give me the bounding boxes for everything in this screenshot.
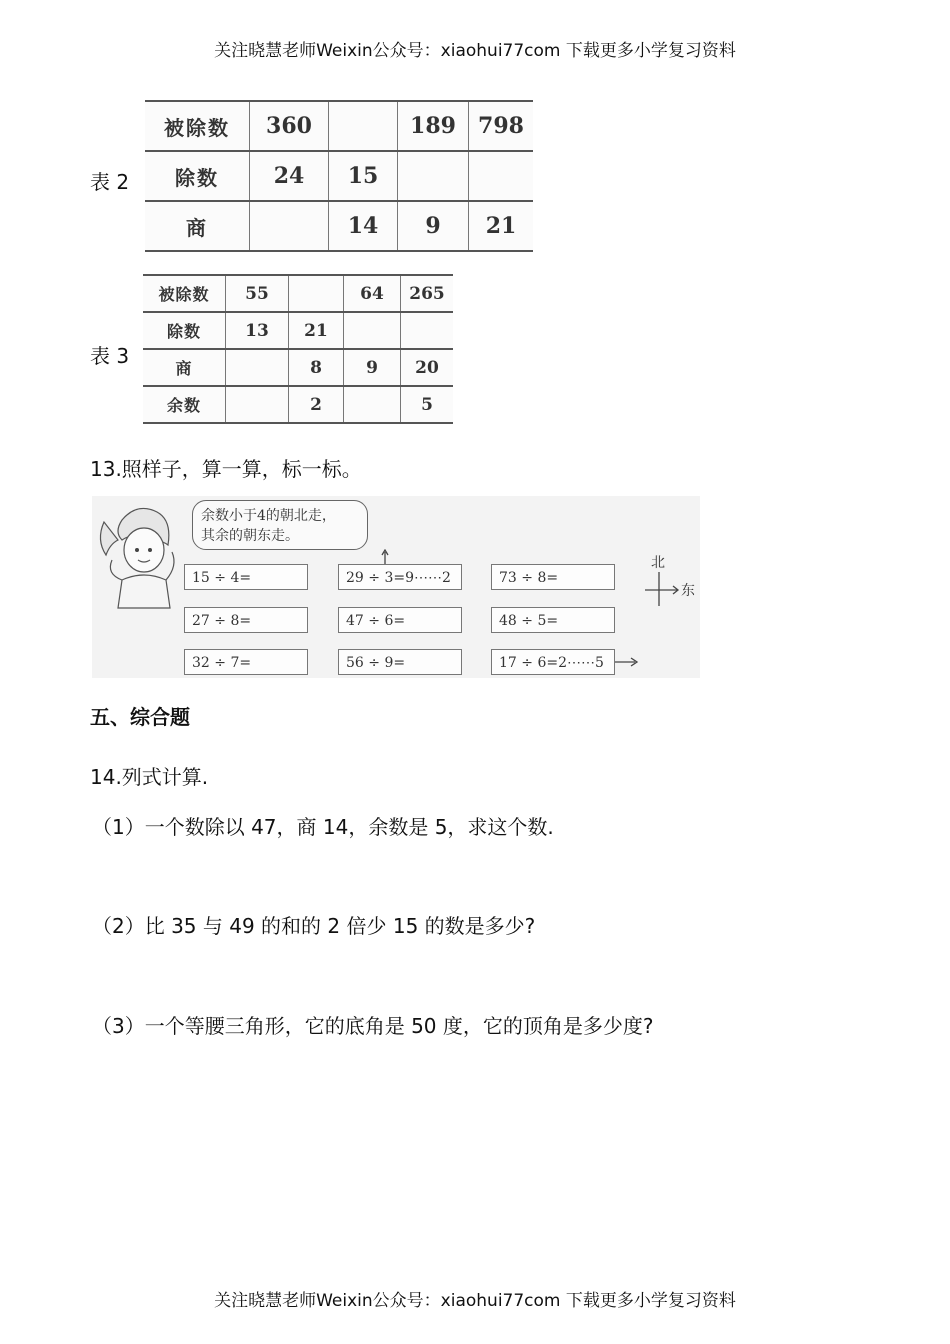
table-header-cell: 除数: [143, 312, 226, 349]
table-cell: 9: [344, 349, 401, 386]
table-cell: 21: [289, 312, 344, 349]
bubble-line: 余数小于4的朝北走，: [201, 508, 336, 524]
table-cell: 2: [289, 386, 344, 423]
table3: [143, 274, 453, 424]
table-cell: [226, 349, 289, 386]
table-cell: 798: [469, 101, 534, 151]
expression-box: 73 ÷ 8=: [491, 564, 615, 590]
table-cell: 14: [329, 201, 398, 251]
table-cell: 5: [401, 386, 454, 423]
page-footer: 关注晓慧老师Weixin公众号：xiaohui77com 下载更多小学复习资料: [214, 1291, 736, 1311]
table-cell: [401, 312, 454, 349]
table-cell: [289, 275, 344, 312]
expression-box: 48 ÷ 5=: [491, 607, 615, 633]
expression-box: 32 ÷ 7=: [184, 649, 308, 675]
table-cell: 20: [401, 349, 454, 386]
arrow-right-icon: [615, 656, 639, 668]
table-cell: 189: [398, 101, 469, 151]
table-row: [143, 386, 453, 423]
girl-illustration: [92, 500, 192, 610]
table-cell: 55: [226, 275, 289, 312]
expression-box: 15 ÷ 4=: [184, 564, 308, 590]
question-14-part-2: （2）比 35 与 49 的和的 2 倍少 15 的数是多少?: [92, 914, 536, 938]
table-row: [143, 275, 453, 312]
table-header-cell: 被除数: [145, 101, 250, 151]
table3-label: 表 3: [90, 344, 130, 368]
compass-north-label: 北: [651, 555, 665, 571]
expression-box: 27 ÷ 8=: [184, 607, 308, 633]
expression-box: 47 ÷ 6=: [338, 607, 462, 633]
table-cell: 15: [329, 151, 398, 201]
compass-east-label: 东: [681, 583, 695, 599]
page-header: 关注晓慧老师Weixin公众号：xiaohui77com 下载更多小学复习资料: [214, 41, 736, 61]
table-header-cell: 被除数: [143, 275, 226, 312]
table2-label: 表 2: [90, 170, 130, 194]
question-14-part-3: （3）一个等腰三角形，它的底角是 50 度，它的顶角是多少度?: [92, 1014, 654, 1038]
table-cell: 8: [289, 349, 344, 386]
table-cell: [344, 312, 401, 349]
table2: [145, 100, 533, 252]
table-cell: [250, 201, 329, 251]
compass-icon: [645, 570, 681, 610]
table-header-cell: 余数: [143, 386, 226, 423]
section-title: 五、综合题: [90, 705, 190, 729]
table-cell: [398, 151, 469, 201]
table-cell: 9: [398, 201, 469, 251]
question-13-title: 13.照样子，算一算，标一标。: [90, 457, 362, 481]
table-cell: 360: [250, 101, 329, 151]
table-row: [145, 151, 533, 201]
table-cell: 265: [401, 275, 454, 312]
table-row: [145, 201, 533, 251]
speech-bubble: [192, 500, 368, 550]
direction-exercise-illustration: [92, 496, 700, 678]
table-cell: 24: [250, 151, 329, 201]
table-cell: [226, 386, 289, 423]
question-14-part-1: （1）一个数除以 47，商 14，余数是 5，求这个数.: [92, 815, 554, 839]
table-cell: 64: [344, 275, 401, 312]
table-row: [145, 101, 533, 151]
bubble-line: 其余的朝东走。: [201, 528, 299, 544]
expression-box: 29 ÷ 3=9⋯⋯2: [338, 564, 462, 590]
expression-box: 17 ÷ 6=2⋯⋯5: [491, 649, 615, 675]
table-header-cell: 商: [143, 349, 226, 386]
table-cell: [329, 101, 398, 151]
table-row: [143, 312, 453, 349]
table-cell: [344, 386, 401, 423]
table-cell: 21: [469, 201, 534, 251]
table-cell: [469, 151, 534, 201]
table-header-cell: 除数: [145, 151, 250, 201]
table-row: [143, 349, 453, 386]
table-header-cell: 商: [145, 201, 250, 251]
question-14-title: 14.列式计算.: [90, 765, 209, 789]
expression-box: 56 ÷ 9=: [338, 649, 462, 675]
table-cell: 13: [226, 312, 289, 349]
